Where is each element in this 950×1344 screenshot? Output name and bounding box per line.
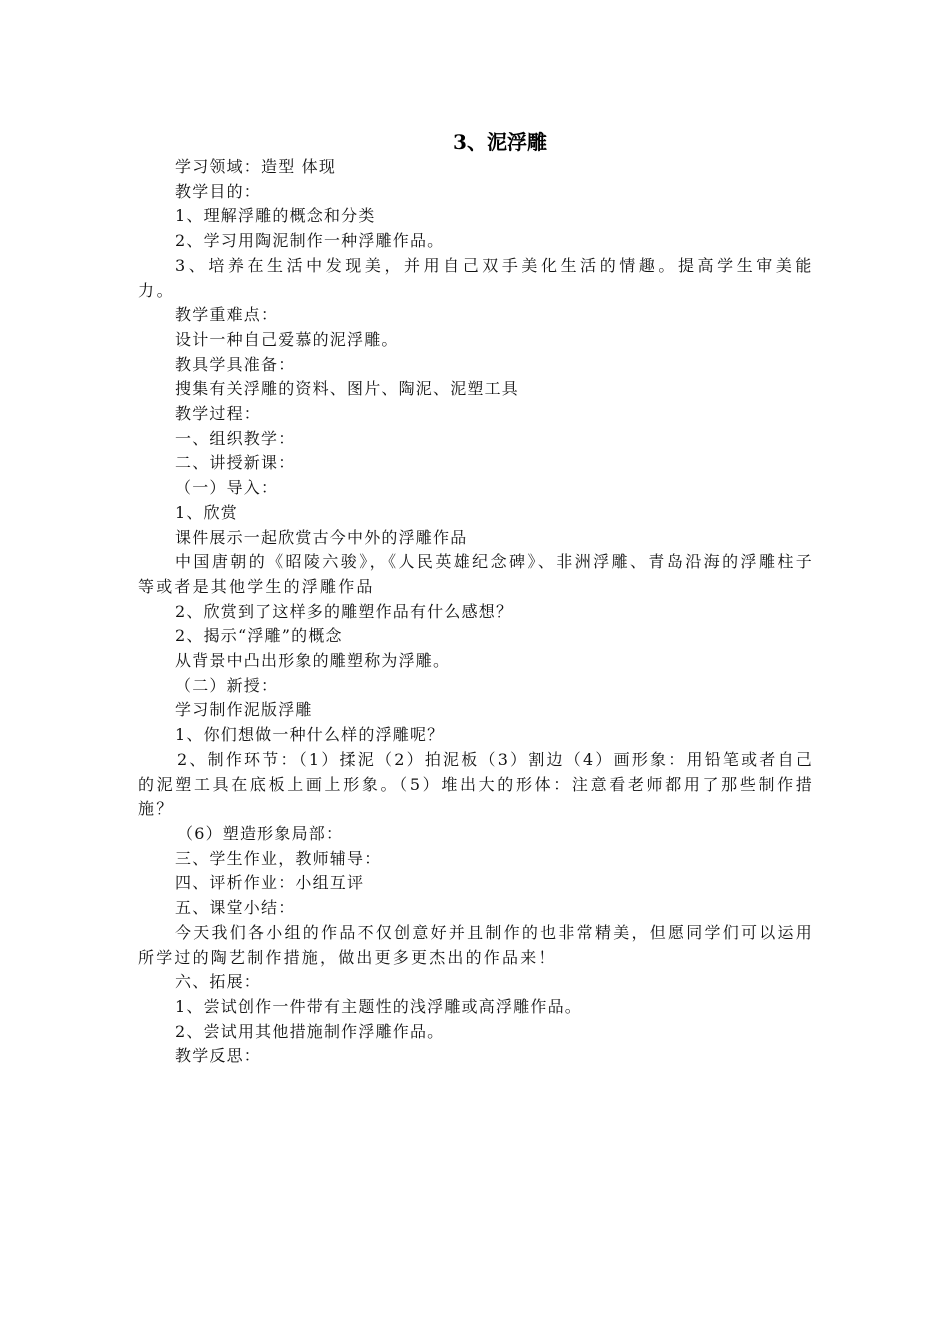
paragraph-reflection: 教学反思： xyxy=(175,1046,262,1066)
paragraph-goal-3: 3、培养在生活中发现美，并用自己双手美化生活的情趣。提高学生审美能力。 xyxy=(138,255,814,300)
paragraph-step-6: （6）塑造形象局部： xyxy=(177,823,344,843)
paragraph-summary: 今天我们各小组的作品不仅创意好并且制作的也非常精美，但愿同学们可以运用所学过的陶艺制作措施，做出更多更杰出的作品来！ xyxy=(138,922,814,967)
paragraph-steps: 2、制作环节：（1）揉泥（2）拍泥板（3）割边（4）画形象：用铅笔或者自己的泥塑工具在底板上画上形象。（5）堆出大的形体：注意看老师都用了那些制作措施？ xyxy=(138,749,814,819)
paragraph-question: 1、你们想做一种什么样的浮雕呢？ xyxy=(175,725,445,745)
paragraph-section-2: 二、讲授新课： xyxy=(175,453,296,473)
paragraph-concept: 2、揭示“浮雕”的概念 xyxy=(175,626,343,646)
paragraph-materials: 搜集有关浮雕的资料、图片、陶泥、泥塑工具 xyxy=(175,379,520,399)
paragraph-intro-heading: （一）导入： xyxy=(175,478,279,498)
paragraph-section-4: 四、评析作业：小组互评 xyxy=(175,873,365,893)
paragraph-learn-making: 学习制作泥版浮雕 xyxy=(175,700,313,720)
document-body xyxy=(138,155,814,1069)
paragraph-extension-2: 2、尝试用其他措施制作浮雕作品。 xyxy=(175,1021,445,1041)
paragraph-new-lesson-heading: （二）新授： xyxy=(175,675,279,695)
paragraph-courseware: 课件展示一起欣赏古今中外的浮雕作品 xyxy=(175,527,468,547)
paragraph-appreciate: 1、欣赏 xyxy=(175,502,238,522)
paragraph-materials-heading: 教具学具准备： xyxy=(175,354,296,374)
paragraph-examples: 中国唐朝的《昭陵六骏》，《人民英雄纪念碑》、非洲浮雕、青岛沿海的浮雕柱子等或者是其他学生的浮雕作品 xyxy=(138,552,814,596)
paragraph-section-3: 三、学生作业，教师辅导： xyxy=(175,848,382,868)
paragraph-learning-domain: 学习领域：造型 体现 xyxy=(175,157,337,176)
paragraph-feelings: 2、欣赏到了这样多的雕塑作品有什么感想？ xyxy=(175,601,514,621)
paragraph-section-1: 一、组织教学： xyxy=(175,428,296,448)
paragraph-key-points: 设计一种自己爱慕的泥浮雕。 xyxy=(175,329,399,349)
paragraph-goal-1: 1、理解浮雕的概念和分类 xyxy=(175,206,376,226)
paragraph-process-heading: 教学过程： xyxy=(175,404,262,424)
paragraph-goal-2: 2、学习用陶泥制作一种浮雕作品。 xyxy=(175,231,445,251)
paragraph-extension-1: 1、尝试创作一件带有主题性的浅浮雕或高浮雕作品。 xyxy=(175,996,582,1016)
document-title: 3、泥浮雕 xyxy=(453,130,547,154)
paragraph-key-points-heading: 教学重难点： xyxy=(175,305,279,325)
paragraph-section-5: 五、课堂小结： xyxy=(175,898,296,918)
paragraph-definition: 从背景中凸出形象的雕塑称为浮雕。 xyxy=(175,651,451,671)
paragraph-section-6: 六、拓展： xyxy=(175,972,262,992)
paragraph-teaching-goals-heading: 教学目的： xyxy=(175,181,262,201)
